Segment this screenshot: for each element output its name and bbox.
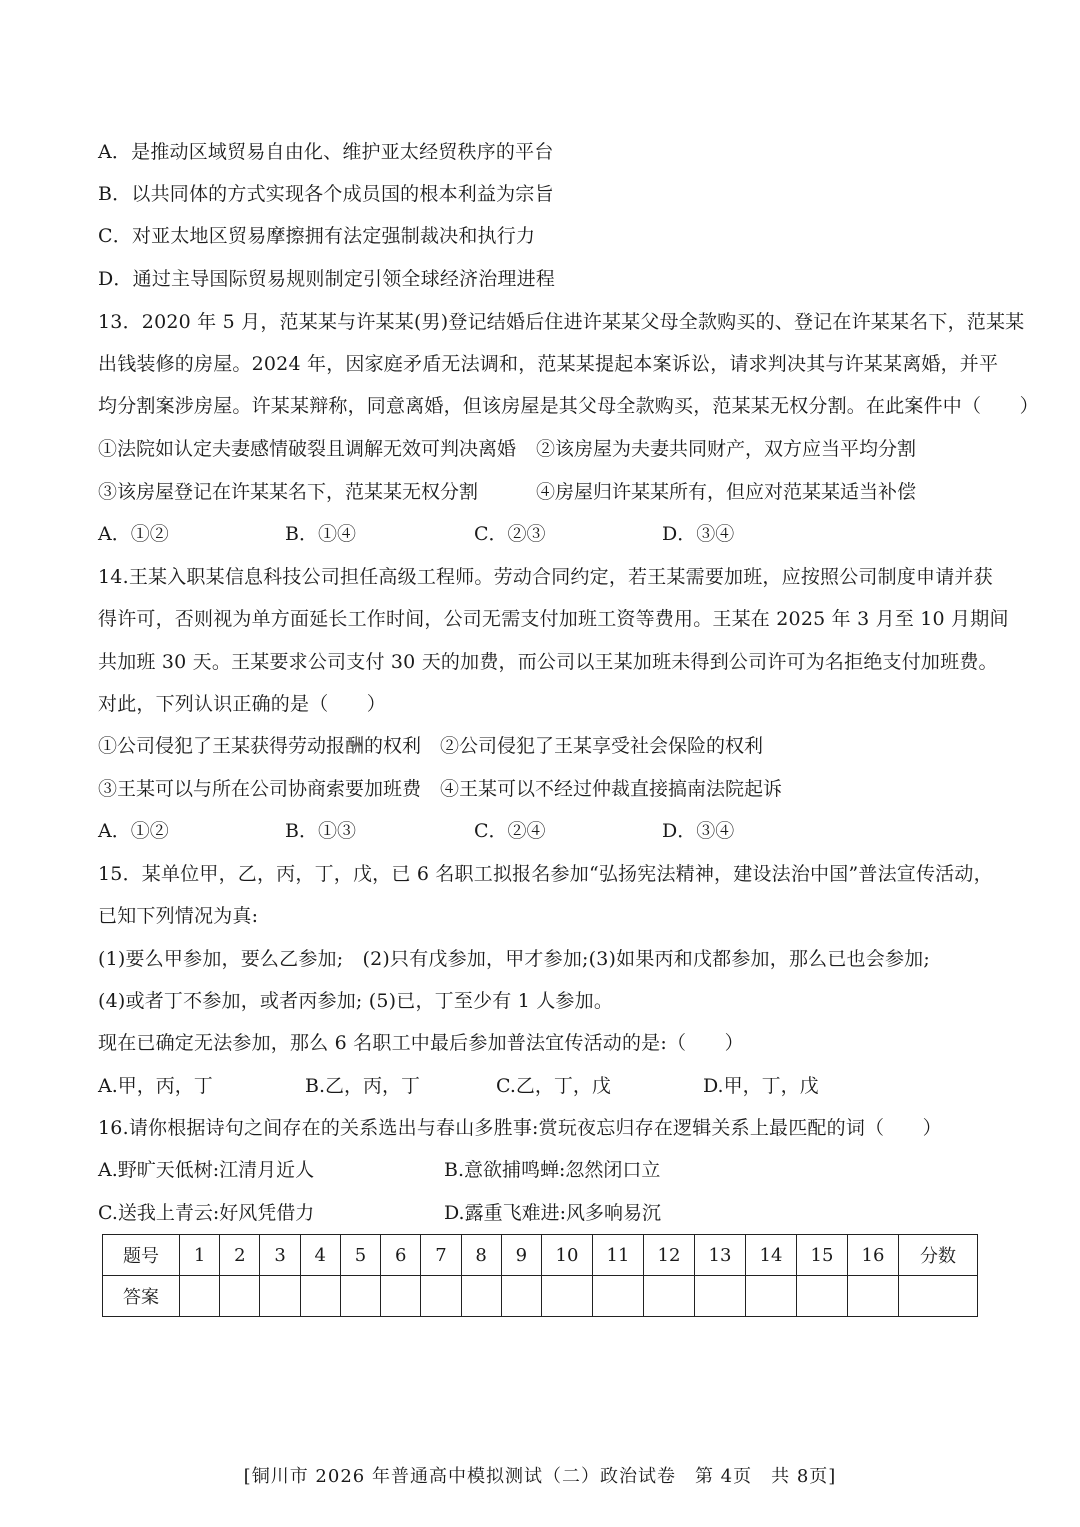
q16-option-d: D.露重飞难进:风多响易沉 [444,1202,661,1224]
q14-stem-line: 共加班 30 天。王某要求公司支付 30 天的加费，而公司以王某加班未得到公司许可为名拒绝支付加班费。 [98,651,998,673]
question-number-cell: 1 [180,1235,220,1276]
question-number-cell: 16 [848,1235,899,1276]
question-number-cell: 4 [300,1235,340,1276]
q13-statement-1: ①法院如认定夫妻感情破裂且调解无效可判决离婚 [98,438,517,460]
q14-option-b: B．①③ [285,820,356,842]
answer-cell[interactable] [461,1276,501,1317]
q13-statement-4: ④房屋归许某某所有，但应对范某某适当补偿 [536,481,917,503]
q13-statement-2: ②该房屋为夫妻共同财产，双方应当平均分割 [536,438,917,460]
q15-option-d: D.甲，丁，戊 [703,1075,819,1097]
page-footer: [铜川市 2026 年普通高中模拟测试（二）政治试卷 第 4页 共 8页] [243,1466,837,1487]
q14-statement-1: ①公司侵犯了王某获得劳动报酬的权利 [98,735,422,757]
q14-statement-4: ④王某可以不经过仲裁直接搞南法院起诉 [440,778,783,800]
answer-cell[interactable] [644,1276,695,1317]
q15-question-line: 现在已确定无法参加，那么 6 名职工中最后参加普法宜传活动的是:（ ） [98,1032,744,1054]
q13-statement-3: ③该房屋登记在许某某名下，范某某无权分割 [98,481,479,503]
answer-cell[interactable] [340,1276,380,1317]
q14-stem-line: 14.王某入职某信息科技公司担任高级工程师。劳动合同约定，若王某需要加班，应按照公司制度申请并获 [98,566,993,588]
answer-cell[interactable] [180,1276,220,1317]
answer-cell[interactable] [381,1276,421,1317]
answer-cell[interactable] [542,1276,593,1317]
q13-option-b: B．①④ [285,523,356,545]
q12-option-d: D．通过主导国际贸易规则制定引领全球经济治理进程 [98,268,556,290]
answer-cell[interactable] [848,1276,899,1317]
q14-stem-line: 对此，下列认识正确的是（ ） [98,693,387,715]
answer-cell[interactable] [220,1276,260,1317]
question-number-cell: 6 [381,1235,421,1276]
q16-option-a: A.野旷天低树:江清月近人 [98,1159,315,1181]
answer-cell[interactable] [501,1276,541,1317]
question-number-cell: 13 [695,1235,746,1276]
answer-cell[interactable] [695,1276,746,1317]
q13-option-a: A．①② [98,523,169,545]
row-label-question: 题号 [103,1235,180,1276]
question-number-cell: 12 [644,1235,695,1276]
score-cell[interactable] [899,1276,978,1317]
q15-option-c: C.乙，丁，戊 [496,1075,611,1097]
q13-option-d: D．③④ [662,523,735,545]
question-number-cell: 7 [421,1235,461,1276]
q13-stem-line: 出钱装修的房屋。2024 年，因家庭矛盾无法调和，范某某提起本案诉讼，请求判决其与许某某离婚，并平 [98,353,999,375]
question-number-cell: 14 [746,1235,797,1276]
row-label-answer: 答案 [103,1276,180,1317]
q15-condition-line: (4)或者丁不参加，或者丙参加; (5)已，丁至少有 1 人参加。 [98,990,614,1012]
question-number-row [103,1235,978,1276]
q14-stem-line: 得许可，否则视为单方面延长工作时间，公司无需支付加班工资等费用。王某在 2025 年 3 月至 10 月期间 [98,608,1009,630]
answer-table [102,1234,978,1317]
answer-cell[interactable] [421,1276,461,1317]
answer-cell[interactable] [593,1276,644,1317]
question-number-cell: 3 [260,1235,300,1276]
question-number-cell: 8 [461,1235,501,1276]
question-number-cell: 9 [501,1235,541,1276]
answer-cell[interactable] [746,1276,797,1317]
q12-option-b: B．以共同体的方式实现各个成员国的根本利益为宗旨 [98,183,554,205]
q16-option-b: B.意欲捕鸣蝉:忽然闭口立 [444,1159,661,1181]
q15-stem-line: 15．某单位甲，乙，丙，丁，戊，已 6 名职工拟报名参加“弘扬宪法精神，建设法治中国”普法宣传活动， [98,863,993,885]
q13-stem-line: 13．2020 年 5 月，范某某与许某某(男)登记结婚后住进许某某父母全款购买的、登记在许某某名下，范某某 [98,311,1025,333]
question-number-cell: 15 [797,1235,848,1276]
answer-cell[interactable] [260,1276,300,1317]
q12-option-a: A．是推动区域贸易自由化、维护亚太经贸秩序的平台 [98,141,554,163]
q15-option-a: A.甲，丙，丁 [98,1075,213,1097]
q15-stem-line: 已知下列情况为真: [98,905,259,927]
q14-statement-2: ②公司侵犯了王某享受社会保险的权利 [440,735,764,757]
q13-stem-line: 均分割案涉房屋。许某某辩称，同意离婚，但该房屋是其父母全款购买，范某某无权分割。在此案件中（ ） [98,395,1039,417]
answer-cell[interactable] [797,1276,848,1317]
q16-option-c: C.送我上青云:好风凭借力 [98,1202,315,1224]
score-label: 分数 [899,1235,978,1276]
answer-cell[interactable] [300,1276,340,1317]
question-number-cell: 5 [340,1235,380,1276]
q16-stem: 16.请你根据诗句之间存在的关系选出与春山多胜事:赏玩夜忘归存在逻辑关系上最匹配的词（ ） [98,1117,942,1139]
q14-option-a: A．①② [98,820,169,842]
q15-condition-line: (1)要么甲参加，要么乙参加; (2)只有戊参加，甲才参加;(3)如果丙和戊都参加，那么已也会参加; [98,948,930,970]
question-number-cell: 2 [220,1235,260,1276]
q14-statement-3: ③王某可以与所在公司协商索要加班费 [98,778,422,800]
q12-option-c: C．对亚太地区贸易摩擦拥有法定强制裁决和执行力 [98,225,536,247]
q14-option-d: D．③④ [662,820,735,842]
q13-option-c: C．②③ [474,523,546,545]
question-number-cell: 11 [593,1235,644,1276]
q14-option-c: C．②④ [474,820,546,842]
answer-row [103,1276,978,1317]
q15-option-b: B.乙，丙，丁 [305,1075,421,1097]
question-number-cell: 10 [542,1235,593,1276]
